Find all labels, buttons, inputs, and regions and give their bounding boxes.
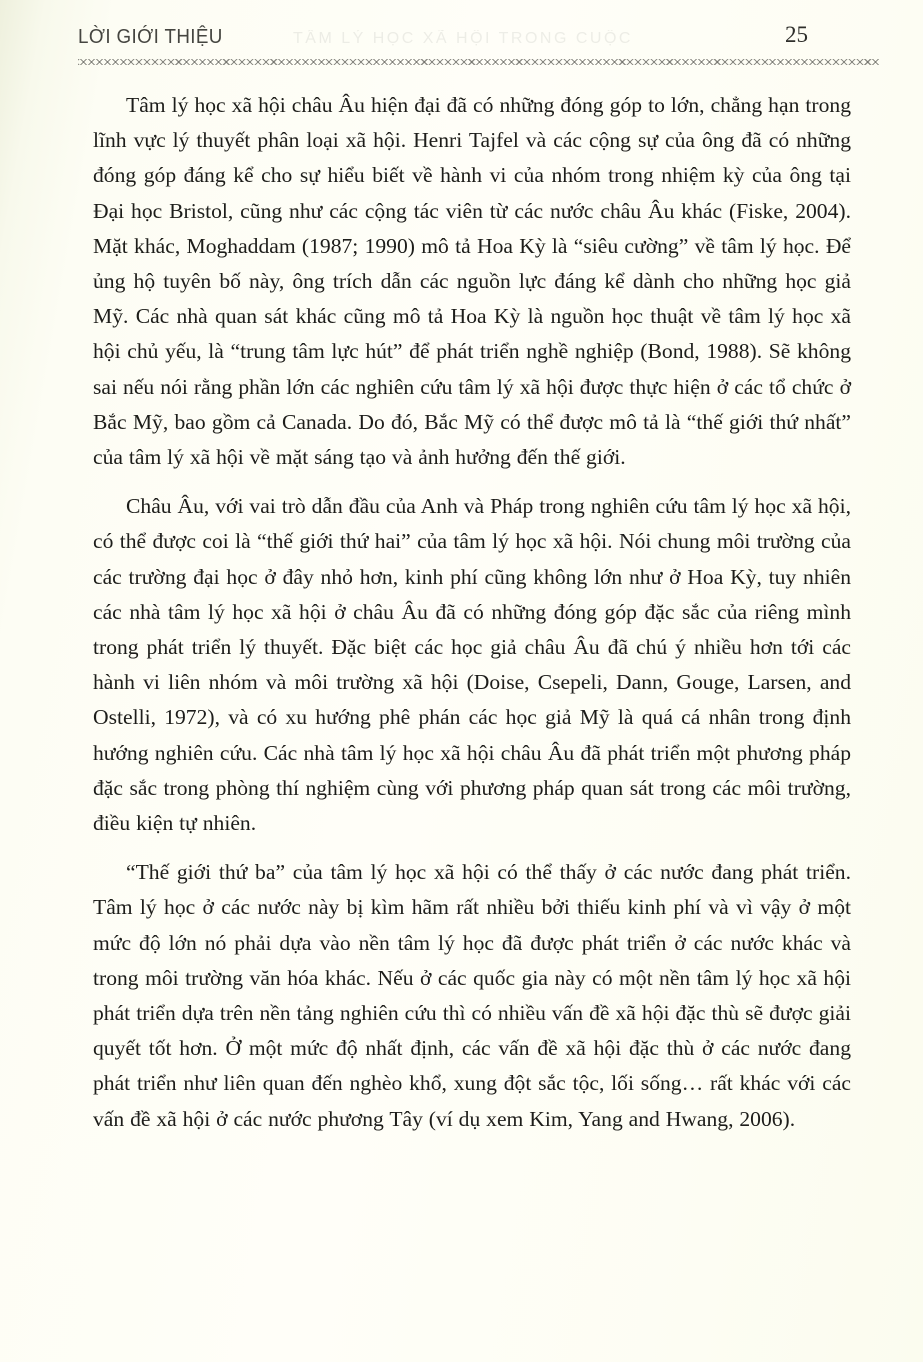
header-divider [78, 59, 880, 65]
paragraph-2: Châu Âu, với vai trò dẫn đầu của Anh và Pháp trong nghiên cứu tâm lý học xã hội, có thể được coi là “thế giới thứ hai” của tâm lý học xã hội. Nói chung môi trường của các trường đại học ở đây nhỏ hơn, kinh phí cũng không lớn như ở Hoa Kỳ, tuy nhiên các nhà tâm lý học xã hội ở châu Âu đã có những đóng góp đặc sắc của riêng mình trong phát triển lý thuyết. Đặc biệt các học giả châu Âu đã chú ý nhiều hơn tới các hành vi liên nhóm và môi trường xã hội (Doise, Csepeli, Dann, Gouge, Larsen, and Ostelli, 1972), và có xu hướng phê phán các học giả Mỹ là quá cá nhân trong định hướng nghiên cứu. Các nhà tâm lý học xã hội châu Âu đã phát triển một phương pháp đặc sắc trong phòng thí nghiệm cùng với phương pháp quan sát trong các môi trường, điều kiện tự nhiên. [93, 494, 851, 836]
body-text [93, 88, 851, 1137]
bleedthrough-text: TÂM LÝ HỌC XÃ HỘI TRONG CUỘC [293, 30, 633, 47]
running-title: LỜI GIỚI THIỆU [78, 26, 223, 48]
page-number: 25 [785, 22, 808, 47]
page-header [78, 22, 880, 66]
paragraph-3: “Thế giới thứ ba” của tâm lý học xã hội có thể thấy ở các nước đang phát triển. Tâm lý học ở các nước này bị kìm hãm rất nhiều bởi thiếu kinh phí và vì vậy ở một mức độ lớn nó phải dựa vào nền tâm lý học đã được phát triển ở các nước khác và trong môi trường văn hóa khác. Nếu ở các quốc gia này có một nền tâm lý học xã hội phát triển dựa trên nền tảng nghiên cứu thì có nhiều vấn đề xã hội đặc thù sẽ được giải quyết tốt hơn. Ở một mức độ nhất định, các vấn đề xã hội đặc thù ở các nước đang phát triển như liên quan đến nghèo khổ, xung đột sắc tộc, lối sống… rất khác với các vấn đề xã hội ở các nước phương Tây (ví dụ xem Kim, Yang and Hwang, 2006). [93, 860, 851, 1131]
paragraph-1: Tâm lý học xã hội châu Âu hiện đại đã có những đóng góp to lớn, chẳng hạn trong lĩnh vực lý thuyết phân loại xã hội. Henri Tajfel và các cộng sự của ông đã có những đóng góp đáng kể cho sự hiểu biết về hành vi của nhóm trong nhiệm kỳ của ông tại Đại học Bristol, cũng như các cộng tác viên từ các nước châu Âu khác (Fiske, 2004). Mặt khác, Moghaddam (1987; 1990) mô tả Hoa Kỳ là “siêu cường” về tâm lý học. Để ủng hộ tuyên bố này, ông trích dẫn các nguồn lực đáng kể dành cho những học giả Mỹ. Các nhà quan sát khác cũng mô tả Hoa Kỳ là nguồn học thuật về tâm lý học xã hội chủ yếu, là “trung tâm lực hút” để phát triển nghề nghiệp (Bond, 1988). Sẽ không sai nếu nói rằng phần lớn các nghiên cứu tâm lý xã hội được thực hiện ở các tổ chức ở Bắc Mỹ, bao gồm cả Canada. Do đó, Bắc Mỹ có thể được mô tả là “thế giới thứ nhất” của tâm lý xã hội về mặt sáng tạo và ảnh hưởng đến thế giới. [93, 93, 851, 470]
